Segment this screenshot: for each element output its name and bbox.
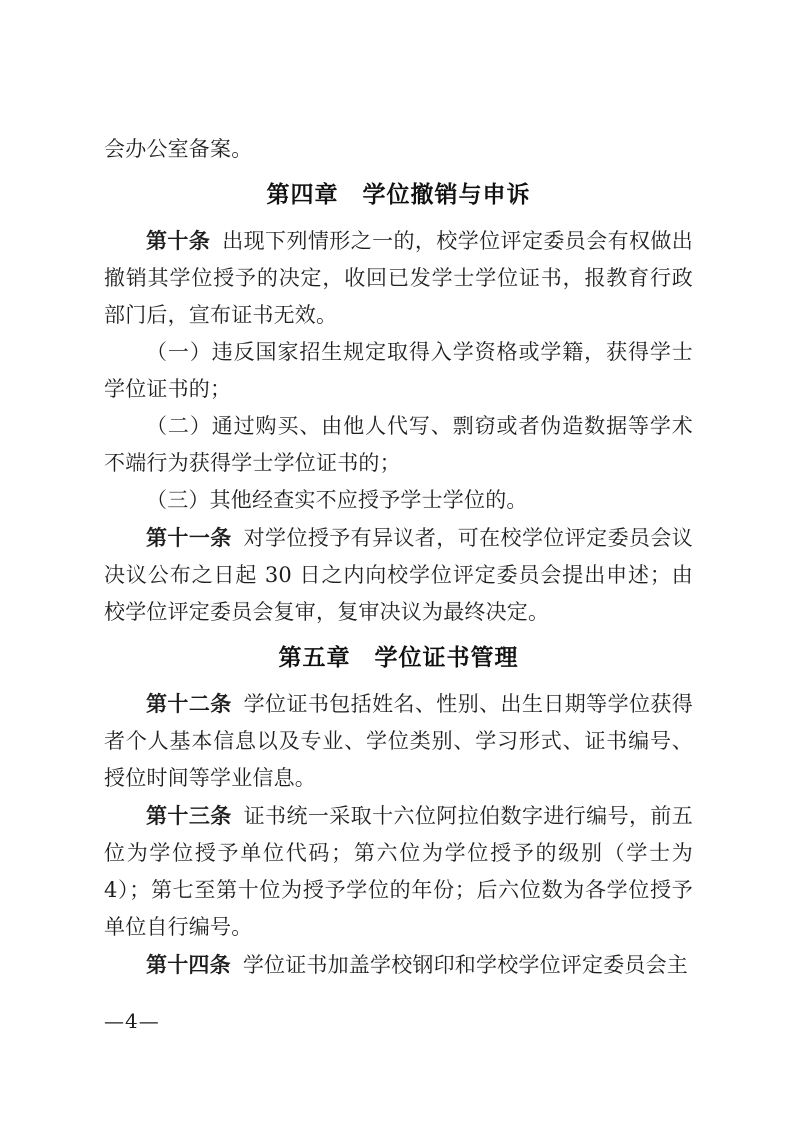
article-14	[104, 946, 693, 984]
article-14-label: 第十四条	[146, 952, 231, 977]
article-12-text: 学位证书包括姓名、性别、出生日期等学位获得者个人基本信息以及专业、学位类别、学习形式、证书编号、授位时间等学业信息。	[104, 692, 693, 790]
article-11	[104, 519, 693, 631]
article-12-label: 第十二条	[146, 691, 232, 716]
article-11-label: 第十一条	[146, 525, 232, 550]
article-10-label: 第十条	[146, 228, 211, 253]
page-number: —4—	[104, 1009, 160, 1033]
list-item-1: （一）违反国家招生规定取得入学资格或学籍，获得学士学位证书的；	[104, 340, 693, 401]
list-item-2: （二）通过购买、由他人代写、剽窃或者伪造数据等学术不端行为获得学士学位证书的；	[104, 414, 693, 475]
article-13	[104, 797, 693, 946]
article-13-text: 证书统一采取十六位阿拉伯数字进行编号，前五位为学位授予单位代码；第六位为学位授予的级别（学士为 4）；第七至第十位为授予学位的年份；后六位数为各学位授予单位自行编号。	[104, 804, 693, 939]
article-14-text: 学位证书加盖学校钢印和学校学位评定委员会主	[242, 953, 689, 977]
document-body	[104, 131, 693, 984]
paragraph-continuation: 会办公室备案。	[104, 137, 253, 161]
article-10	[104, 222, 693, 334]
article-13-label: 第十三条	[146, 803, 232, 828]
article-12	[104, 685, 693, 797]
list-item-3: （三）其他经查实不应授予学士学位的。	[146, 488, 528, 512]
chapter-heading-certificate-management: 第五章 学位证书管理	[278, 645, 519, 671]
article-11-text: 对学位授予有异议者，可在校学位评定委员会议决议公布之日起 30 日之内向校学位评定委员会提出申述；由校学位评定委员会复审，复审决议为最终决定。	[104, 526, 693, 624]
chapter-heading-revocation-appeal: 第四章 学位撤销与申诉	[266, 182, 531, 208]
article-10-text: 出现下列情形之一的，校学位评定委员会有权做出撤销其学位授予的决定，收回已发学士学位证书，报教育行政部门后，宣布证书无效。	[104, 229, 693, 327]
